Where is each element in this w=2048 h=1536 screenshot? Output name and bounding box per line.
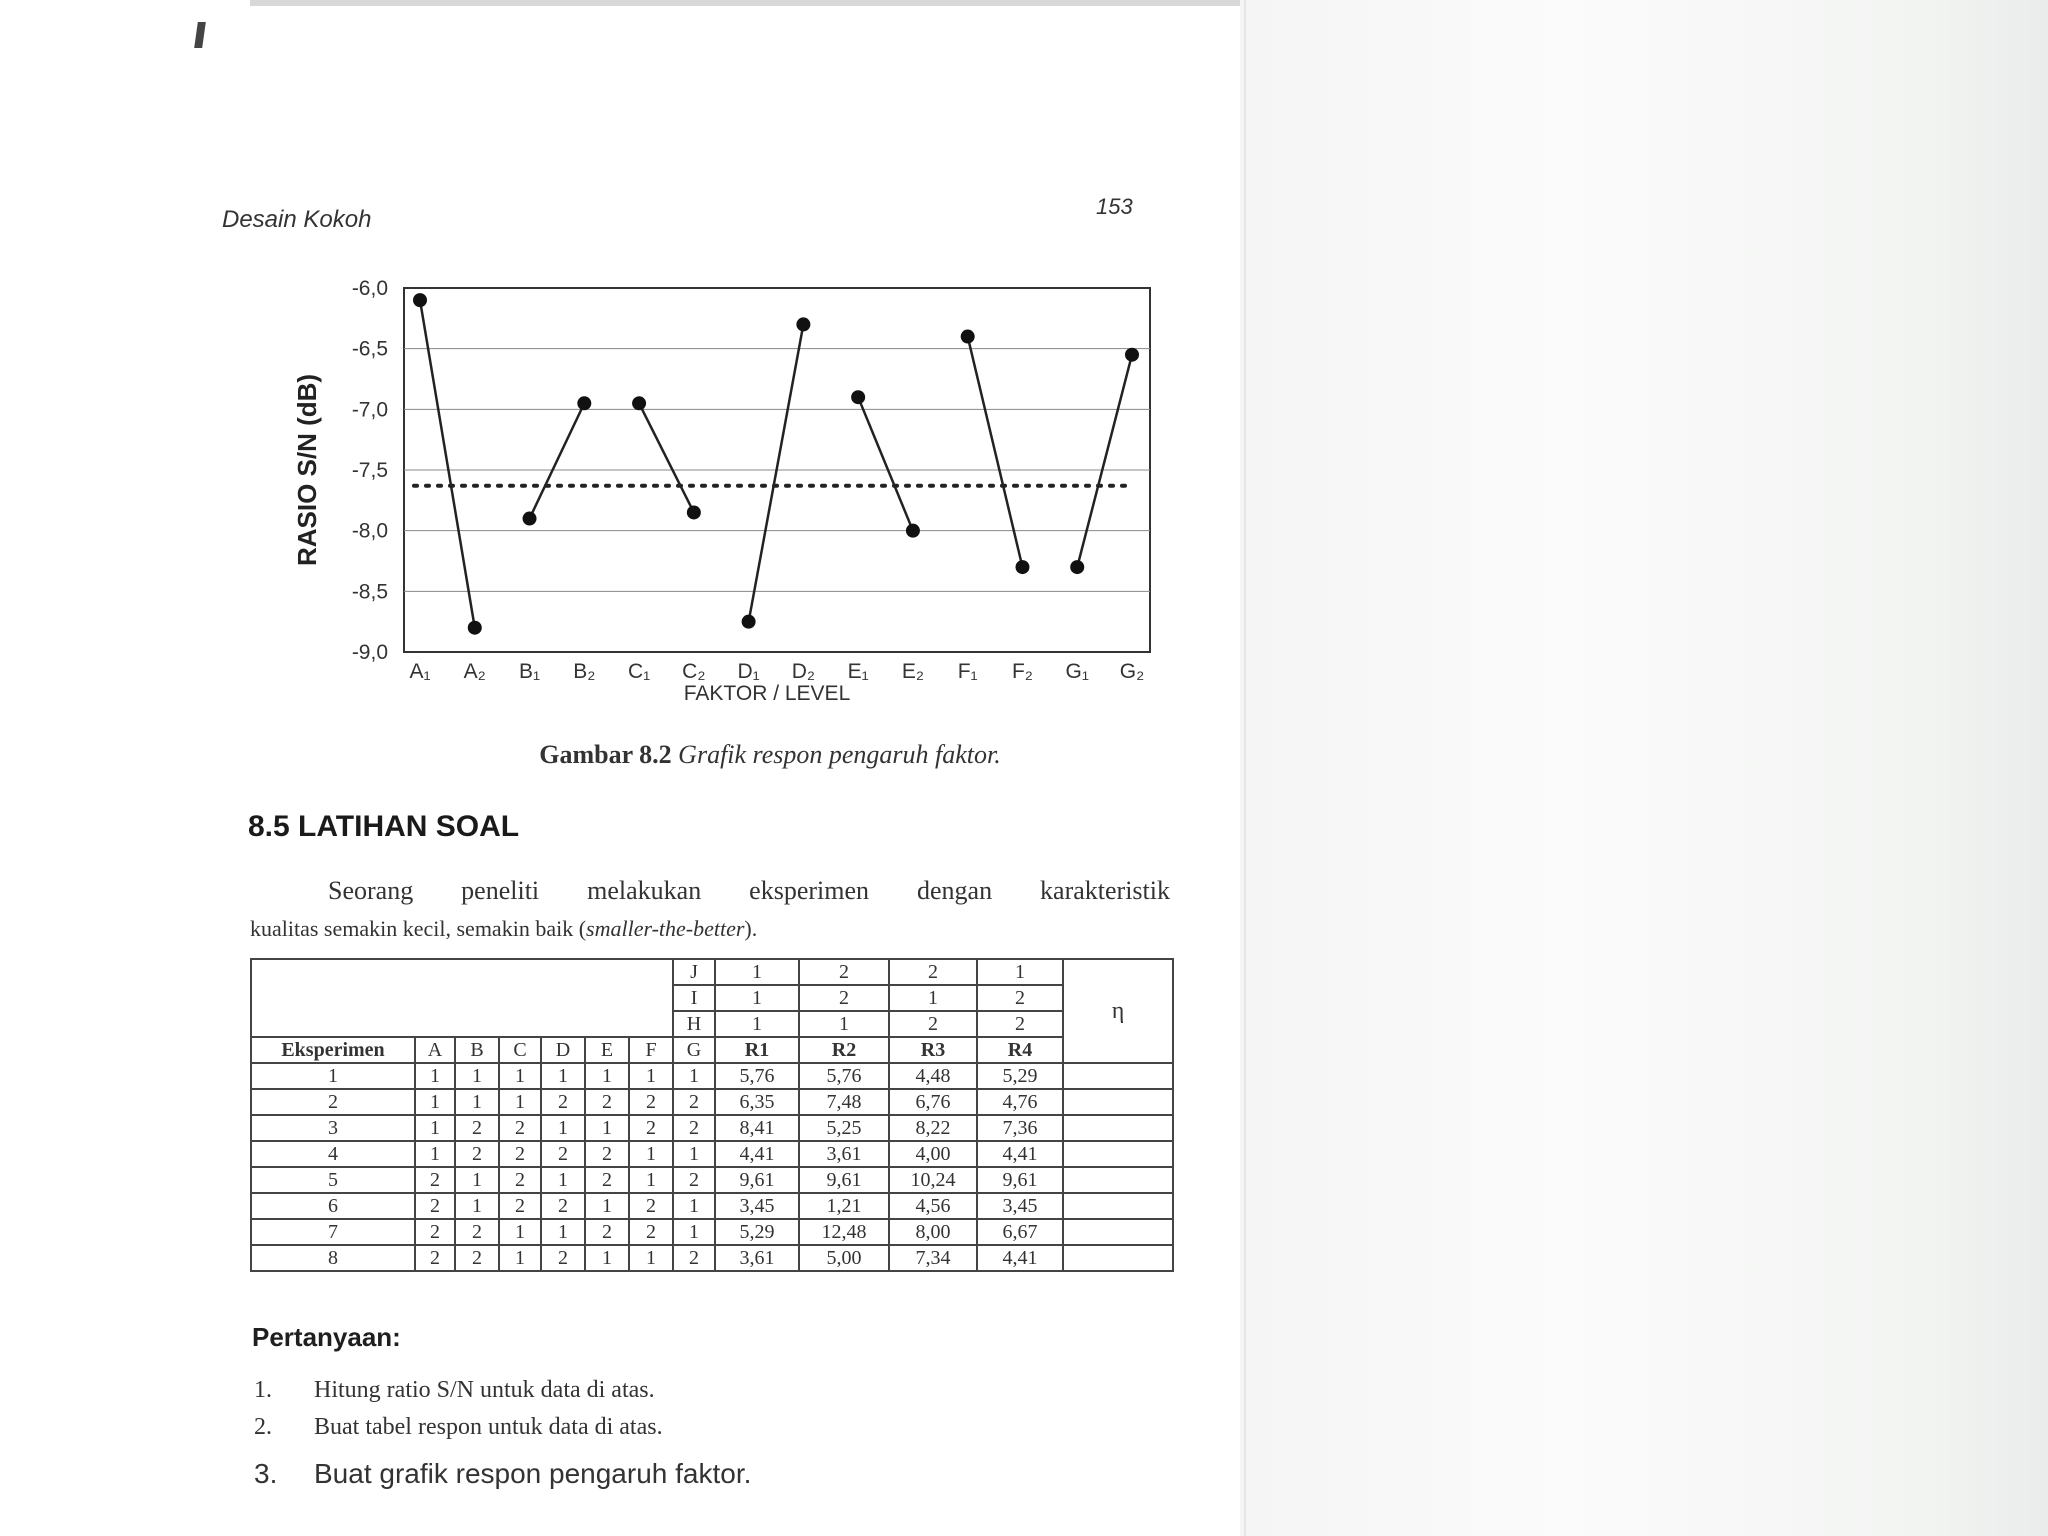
response-cell: 12,48 [799,1219,889,1245]
y-tick-label: -6,0 [351,280,388,300]
level-cell: 1 [673,1219,715,1245]
experiment-number: 5 [251,1167,415,1193]
level-cell: 1 [585,1245,629,1271]
column-header: R2 [799,1037,889,1063]
table-blank-corner [251,959,673,1037]
column-header: R3 [889,1037,977,1063]
level-cell: 1 [673,1141,715,1167]
experiment-table [250,958,1174,1272]
outer-level-cell: 2 [889,1011,977,1037]
level-cell: 1 [585,1193,629,1219]
y-tick-label: -7,0 [351,398,388,422]
response-chart [280,280,1160,700]
response-cell: 3,61 [799,1141,889,1167]
column-header: R4 [977,1037,1063,1063]
point-B2 [577,396,591,410]
response-cell: 4,48 [889,1063,977,1089]
level-cell: 2 [455,1115,499,1141]
y-axis-label: RASIO S/N (dB) [292,373,322,567]
x-axis-label: FAKTOR / LEVEL [683,682,851,700]
level-cell: 2 [541,1141,585,1167]
table-row [251,1115,1173,1141]
outer-level-cell: 1 [715,959,799,985]
outer-level-cell: 2 [799,959,889,985]
level-cell: 1 [415,1063,455,1089]
response-cell: 4,00 [889,1141,977,1167]
point-F1 [961,330,975,344]
x-tick-label: B₂ [573,660,596,683]
figure-caption [0,740,1540,770]
level-cell: 2 [541,1089,585,1115]
response-cell: 4,41 [977,1141,1063,1167]
level-cell: 2 [585,1089,629,1115]
outer-level-cell: 1 [889,985,977,1011]
factor-E-line [858,397,913,530]
point-A1 [413,293,427,307]
questions-title: Pertanyaan: [252,1322,401,1352]
level-cell: 1 [499,1219,541,1245]
level-cell: 2 [585,1167,629,1193]
level-cell: 1 [585,1115,629,1141]
x-tick-label: G₁ [1065,660,1089,683]
point-F2 [1015,560,1029,574]
para-line-2-end: ). [744,916,758,941]
column-header: C [499,1037,541,1063]
para-line-1: Seorang peneliti melakukan eksperimen dengan karakteristik [328,876,1170,905]
response-cell: 5,29 [977,1063,1063,1089]
table-row [251,1089,1173,1115]
column-header: Eksperimen [251,1037,415,1063]
eta-header: η [1063,959,1173,1063]
level-cell: 1 [415,1141,455,1167]
question-text: Buat tabel respon untuk data di atas. [314,1414,663,1440]
outer-factor-label: J [673,959,715,985]
column-header: G [673,1037,715,1063]
experiment-number: 2 [251,1089,415,1115]
point-C2 [687,505,701,519]
response-cell: 6,35 [715,1089,799,1115]
eta-cell [1063,1193,1173,1219]
level-cell: 2 [673,1245,715,1271]
question-item [254,1372,751,1409]
outer-level-cell: 1 [977,959,1063,985]
para-line-2-italic: smaller-the-better [586,916,745,941]
column-header: R1 [715,1037,799,1063]
response-cell: 10,24 [889,1167,977,1193]
table-row [251,1167,1173,1193]
eta-cell [1063,1063,1173,1089]
response-cell: 9,61 [799,1167,889,1193]
response-cell: 4,41 [977,1245,1063,1271]
x-tick-label: C₂ [682,660,706,683]
level-cell: 2 [455,1245,499,1271]
question-number: 1. [254,1377,272,1403]
experiment-number: 3 [251,1115,415,1141]
para-line-2-text: kualitas semakin kecil, semakin baik ( [250,916,587,941]
response-cell: 8,00 [889,1219,977,1245]
column-header: B [455,1037,499,1063]
column-header: A [415,1037,455,1063]
y-tick-label: -9,0 [351,641,388,664]
experiment-number: 1 [251,1063,415,1089]
level-cell: 1 [585,1063,629,1089]
column-header: F [629,1037,673,1063]
factor-F-line [968,337,1023,568]
outer-level-cell: 2 [889,959,977,985]
question-text: Hitung ratio S/N untuk data di atas. [314,1377,655,1403]
x-tick-label: A₂ [463,660,486,683]
table-row [251,1193,1173,1219]
level-cell: 2 [455,1219,499,1245]
level-cell: 2 [673,1115,715,1141]
eta-cell [1063,1089,1173,1115]
response-cell: 6,67 [977,1219,1063,1245]
corner-mark [194,22,206,48]
response-cell: 5,76 [715,1063,799,1089]
running-head: Desain Kokoh [222,206,372,233]
level-cell: 1 [499,1245,541,1271]
response-cell: 3,61 [715,1245,799,1271]
point-D1 [742,615,756,629]
caption-number: Gambar 8.2 [539,740,672,769]
point-E1 [851,390,865,404]
y-tick-label: -7,5 [351,459,388,482]
column-header-row [251,1037,1173,1063]
level-cell: 2 [585,1219,629,1245]
questions-list [254,1372,751,1498]
level-cell: 2 [415,1193,455,1219]
response-cell: 5,29 [715,1219,799,1245]
x-tick-label: E₂ [901,660,925,683]
level-cell: 1 [629,1141,673,1167]
section-title: 8.5 LATIHAN SOAL [248,810,520,843]
x-tick-label: G₂ [1119,660,1145,683]
point-G2 [1125,348,1139,362]
level-cell: 1 [673,1063,715,1089]
table-row [251,1141,1173,1167]
eta-cell [1063,1167,1173,1193]
eta-cell [1063,1245,1173,1271]
level-cell: 2 [673,1167,715,1193]
level-cell: 2 [541,1193,585,1219]
factor-A-line [420,300,475,628]
point-D2 [796,317,810,331]
factor-B-line [530,403,585,518]
question-number: 2. [254,1414,272,1440]
level-cell: 1 [499,1089,541,1115]
question-item [254,1409,751,1446]
x-tick-label: E₁ [847,660,869,683]
outer-level-cell: 2 [977,1011,1063,1037]
factor-D-line [749,324,804,621]
response-cell: 7,48 [799,1089,889,1115]
x-tick-label: C₁ [627,660,651,683]
level-cell: 2 [499,1167,541,1193]
point-A2 [468,621,482,635]
response-cell: 1,21 [799,1193,889,1219]
response-cell: 8,22 [889,1115,977,1141]
response-cell: 8,41 [715,1115,799,1141]
x-tick-label: F₁ [957,660,978,683]
x-tick-label: A₁ [409,660,431,683]
response-cell: 7,34 [889,1245,977,1271]
eta-cell [1063,1219,1173,1245]
column-header: D [541,1037,585,1063]
level-cell: 1 [673,1193,715,1219]
factor-G-line [1077,355,1132,567]
table-row [251,1063,1173,1089]
response-cell: 4,76 [977,1089,1063,1115]
level-cell: 2 [415,1219,455,1245]
level-cell: 1 [415,1089,455,1115]
level-cell: 1 [541,1219,585,1245]
y-tick-label: -8,0 [351,519,388,543]
para-line-2 [250,910,1170,948]
table-row [251,1219,1173,1245]
response-cell: 5,25 [799,1115,889,1141]
response-cell: 5,76 [799,1063,889,1089]
page-number: 153 [1096,194,1133,219]
level-cell: 1 [455,1063,499,1089]
level-cell: 1 [629,1245,673,1271]
level-cell: 2 [629,1219,673,1245]
response-cell: 5,00 [799,1245,889,1271]
x-tick-label: D₂ [791,660,816,683]
level-cell: 1 [541,1115,585,1141]
y-tick-label: -8,5 [351,580,388,604]
question-item [254,1450,751,1498]
experiment-number: 8 [251,1245,415,1271]
question-text: Buat grafik respon pengaruh faktor. [314,1458,752,1489]
level-cell: 2 [499,1141,541,1167]
table-row [251,1245,1173,1271]
column-header: E [585,1037,629,1063]
outer-array-row [251,959,1173,985]
level-cell: 1 [499,1063,541,1089]
question-number: 3. [254,1458,278,1489]
x-tick-label: B₁ [518,660,541,683]
point-C1 [632,396,646,410]
response-cell: 4,56 [889,1193,977,1219]
x-tick-label: D₁ [737,660,760,683]
level-cell: 1 [415,1115,455,1141]
top-rule [250,0,1240,6]
level-cell: 1 [629,1167,673,1193]
point-G1 [1070,560,1084,574]
level-cell: 1 [541,1063,585,1089]
outer-factor-label: I [673,985,715,1011]
level-cell: 2 [455,1141,499,1167]
level-cell: 2 [499,1115,541,1141]
outer-level-cell: 1 [799,1011,889,1037]
response-cell: 6,76 [889,1089,977,1115]
experiment-number: 4 [251,1141,415,1167]
response-cell: 3,45 [715,1193,799,1219]
response-cell: 9,61 [977,1167,1063,1193]
level-cell: 1 [629,1063,673,1089]
experiment-number: 7 [251,1219,415,1245]
outer-level-cell: 2 [799,985,889,1011]
response-cell: 9,61 [715,1167,799,1193]
level-cell: 2 [541,1245,585,1271]
x-tick-label: F₂ [1011,660,1033,683]
eta-cell [1063,1141,1173,1167]
caption-text: Grafik respon pengaruh faktor. [678,740,1001,769]
level-cell: 2 [629,1089,673,1115]
outer-factor-label: H [673,1011,715,1037]
level-cell: 2 [629,1193,673,1219]
level-cell: 2 [415,1167,455,1193]
response-cell: 4,41 [715,1141,799,1167]
outer-level-cell: 1 [715,985,799,1011]
level-cell: 1 [455,1167,499,1193]
response-cell: 7,36 [977,1115,1063,1141]
y-tick-label: -6,5 [351,337,388,361]
level-cell: 2 [415,1245,455,1271]
point-B1 [523,512,537,526]
level-cell: 1 [541,1167,585,1193]
level-cell: 1 [455,1089,499,1115]
level-cell: 2 [629,1115,673,1141]
response-cell: 3,45 [977,1193,1063,1219]
level-cell: 1 [455,1193,499,1219]
outer-level-cell: 2 [977,985,1063,1011]
level-cell: 2 [585,1141,629,1167]
eta-cell [1063,1115,1173,1141]
outer-level-cell: 1 [715,1011,799,1037]
point-E2 [906,524,920,538]
section-paragraph [250,872,1170,948]
level-cell: 2 [499,1193,541,1219]
experiment-number: 6 [251,1193,415,1219]
factor-C-line [639,403,694,512]
level-cell: 2 [673,1089,715,1115]
